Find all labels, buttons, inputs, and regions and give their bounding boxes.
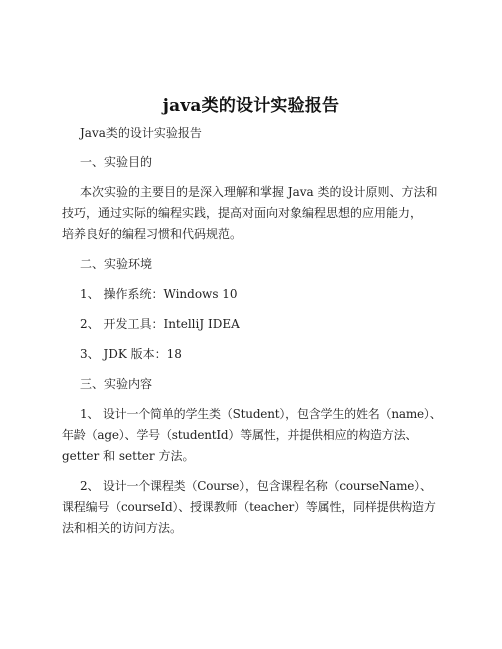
env-item-jdk: 3、 JDK 版本：18	[80, 347, 182, 361]
content-item-1-line-2: 年龄（age）、学号（studentId）等属性，并提供相应的构造方法、	[62, 428, 418, 442]
content-item-1-line-3: getter 和 setter 方法。	[62, 449, 195, 463]
content-item-2-line-3: 法和相关的访问方法。	[62, 521, 183, 535]
section-heading-purpose: 一、实验目的	[80, 155, 153, 169]
content-item-1-line-1: 1、 设计一个简单的学生类（Student），包含学生的姓名（name）、	[80, 407, 442, 421]
env-item-os: 1、 操作系统：Windows 10	[80, 287, 238, 301]
content-item-2-line-2: 课程编号（courseId）、授课教师（teacher）等属性，同样提供构造方	[62, 500, 436, 514]
section-heading-environment: 二、实验环境	[80, 257, 153, 271]
document-subtitle: Java类的设计实验报告	[80, 126, 202, 140]
purpose-paragraph-line-1: 本次实验的主要目的是深入理解和掌握 Java 类的设计原则、方法和	[80, 185, 438, 199]
env-item-ide: 2、 开发工具：IntelliJ IDEA	[80, 317, 240, 331]
purpose-paragraph-line-2: 技巧，通过实际的编程实践，提高对面向对象编程思想的应用能力，	[62, 206, 423, 220]
purpose-paragraph-line-3: 培养良好的编程习惯和代码规范。	[62, 227, 243, 241]
section-heading-content: 三、实验内容	[80, 377, 153, 391]
content-item-2-line-1: 2、 设计一个课程类（Course），包含课程名称（courseName）、	[80, 479, 432, 493]
document-title: java类的设计实验报告	[162, 96, 340, 116]
